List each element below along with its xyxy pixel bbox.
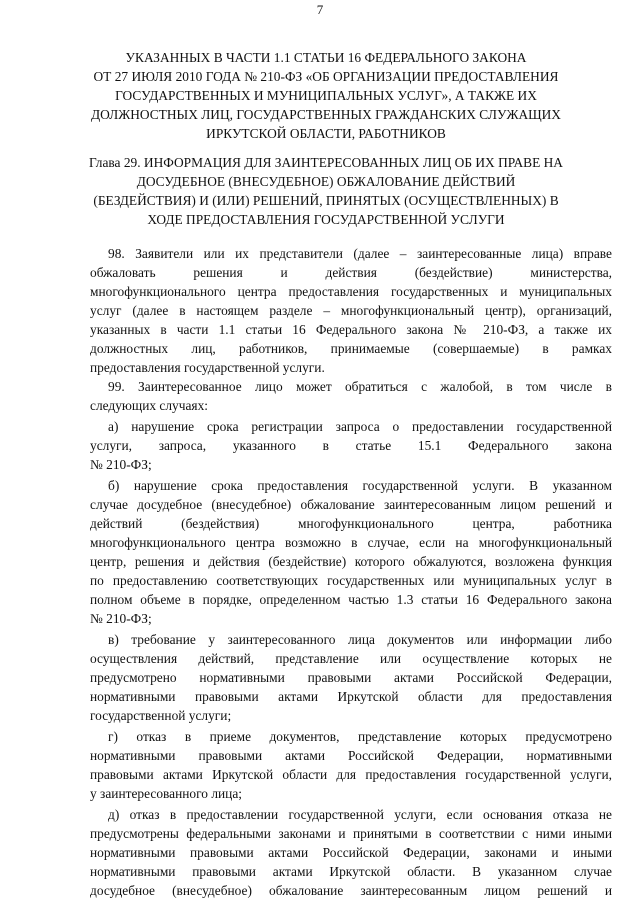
paragraph-line: правовыми актами Иркутской области для предоставления государственной услуги,	[90, 767, 612, 782]
page-number: 7	[316, 2, 324, 17]
paragraph-line: 98. Заявители или их представители (далее – заинтересованные лица) вправе	[108, 246, 612, 261]
heading-line: Глава 29. ИНФОРМАЦИЯ ДЛЯ ЗАИНТЕРЕСОВАННЫХ ЛИЦ ОБ ИХ ПРАВЕ НА	[89, 155, 563, 170]
paragraph-line: нормативными правовыми актами Российской Федерации, нормативными	[90, 748, 612, 763]
heading-line: ИРКУТСКОЙ ОБЛАСТИ, РАБОТНИКОВ	[206, 126, 446, 141]
heading-line: ДОЛЖНОСТНЫХ ЛИЦ, ГОСУДАРСТВЕННЫХ ГРАЖДАНСКИХ СЛУЖАЩИХ	[91, 107, 561, 122]
paragraph-line: нормативными правовыми актами Российской Федерации, законами и иными	[90, 845, 612, 860]
paragraph-line: № 210-ФЗ;	[90, 611, 152, 626]
paragraph-line: 99. Заинтересованное лицо может обратиться с жалобой, в том числе в	[108, 379, 612, 394]
heading-line: ДОСУДЕБНОЕ (ВНЕСУДЕБНОЕ) ОБЖАЛОВАНИЕ ДЕЙСТВИЙ	[136, 174, 516, 189]
heading-line: ХОДЕ ПРЕДОСТАВЛЕНИЯ ГОСУДАРСТВЕННОЙ УСЛУГИ	[147, 212, 505, 227]
paragraph-line: действий (бездействия) многофункционального центра, работника	[90, 516, 612, 531]
paragraph-line: б) нарушение срока предоставления государственной услуги. В указанном	[108, 478, 612, 493]
paragraph-line: нормативными правовыми актами Иркутской области. В указанном случае	[90, 864, 612, 879]
paragraph-line: а) нарушение срока регистрации запроса о предоставлении государственной	[108, 419, 612, 434]
chapter-heading	[40, 153, 612, 229]
paragraph-line: нормативными правовыми актами Иркутской области для предоставления	[90, 689, 612, 704]
paragraph-line: предоставления государственной услуги.	[90, 360, 325, 375]
paragraph-line: д) отказ в предоставлении государственной услуги, если основания отказа не	[108, 807, 612, 822]
paragraph-line: по предоставлению соответствующих государственных или муниципальных услуг в	[90, 573, 612, 588]
paragraph-line: многофункционального центра предоставления государственных и муниципальных	[90, 284, 612, 299]
paragraph-line: досудебное (внесудебное) обжалование заинтересованным лицом решений и	[90, 883, 612, 898]
paragraph-line: должностных лиц, работников, принимаемые (совершаемые) в рамках	[90, 341, 612, 356]
paragraph-line: указанных в части 1.1 статьи 16 Федерального закона № 210-ФЗ, а также их	[90, 322, 612, 337]
paragraph-line: обжаловать решения и действия (бездействие) министерства,	[90, 265, 612, 280]
paragraph-line: предусмотрено нормативными правовыми актами Российской Федерации,	[90, 670, 612, 685]
paragraph-line: осуществления действий, представление или осуществление которых не	[90, 651, 612, 666]
paragraph-line: следующих случаях:	[90, 398, 208, 413]
paragraph-line: в) требование у заинтересованного лица документов или информации либо	[108, 632, 612, 647]
paragraph-line: центр, решения и действия (бездействие) которого обжалуются, возложена функция	[90, 554, 612, 569]
paragraph-line: многофункционального центра возможно в случае, если на многофункциональный	[90, 535, 612, 550]
section-heading	[40, 48, 612, 143]
paragraph-line: № 210-ФЗ;	[90, 457, 152, 472]
paragraph-line: случае досудебное (внесудебное) обжалование заинтересованным лицом решений и	[90, 497, 612, 512]
paragraph-line: услуги, запроса, указанного в статье 15.1 Федерального закона	[90, 438, 612, 453]
heading-line: ОТ 27 ИЮЛЯ 2010 ГОДА № 210-ФЗ «ОБ ОРГАНИЗАЦИИ ПРЕДОСТАВЛЕНИЯ	[93, 69, 559, 84]
paragraph-line: у заинтересованного лица;	[90, 786, 243, 801]
heading-line: (БЕЗДЕЙСТВИЯ) И (ИЛИ) РЕШЕНИЙ, ПРИНЯТЫХ (ОСУЩЕСТВЛЕННЫХ) В	[93, 193, 559, 208]
paragraph-line: государственной услуги;	[90, 708, 232, 723]
paragraph-line: предусмотрены федеральными законами и принятыми в соответствии с ними иными	[90, 826, 612, 841]
heading-line: ГОСУДАРСТВЕННЫХ И МУНИЦИПАЛЬНЫХ УСЛУГ», А ТАКЖЕ ИХ	[115, 88, 537, 103]
heading-line: УКАЗАННЫХ В ЧАСТИ 1.1 СТАТЬИ 16 ФЕДЕРАЛЬНОГО ЗАКОНА	[125, 50, 527, 65]
paragraph-line: услуг (далее в настоящем разделе – многофункциональный центр), организаций,	[90, 303, 612, 318]
paragraph-line: полном объеме в порядке, определенном частью 1.3 статьи 16 Федерального закона	[90, 592, 612, 607]
paragraph-line: г) отказ в приеме документов, представление которых предусмотрено	[108, 729, 612, 744]
